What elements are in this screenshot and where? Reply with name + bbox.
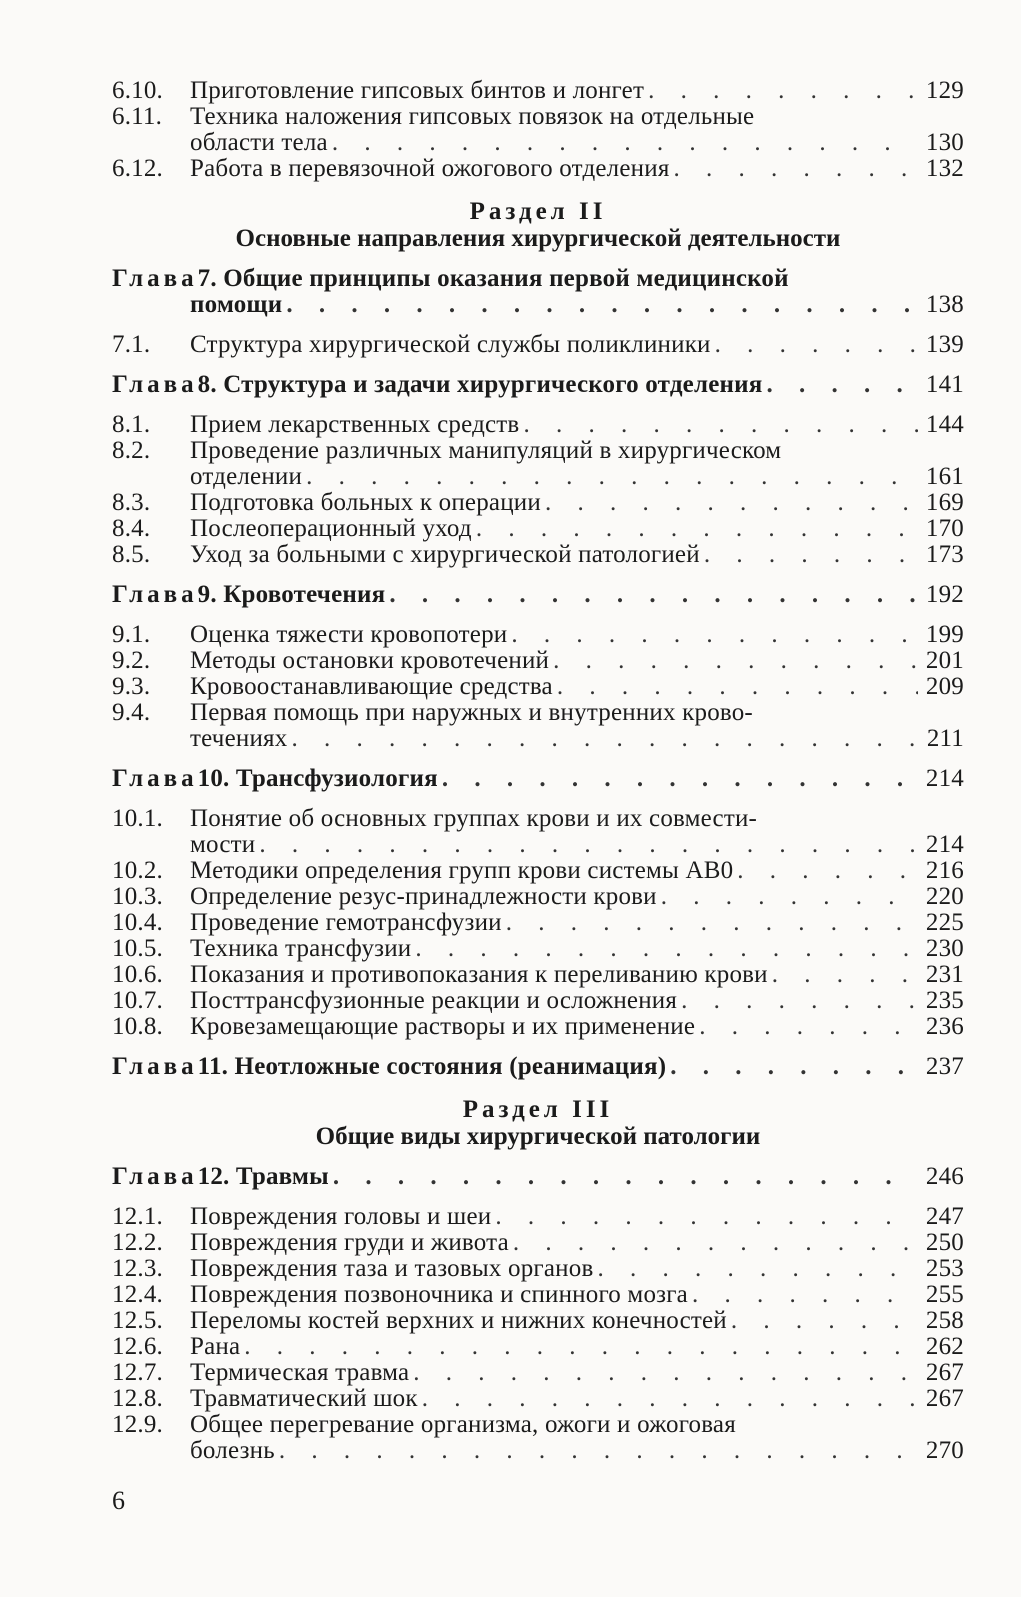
toc-entry [112, 988, 964, 1014]
toc-entry [112, 78, 964, 104]
entry-title: Общее перегревание организма, ожоги и ожоговая [190, 1411, 736, 1438]
entry-number: 9.3. [112, 673, 151, 700]
toc-entry [112, 490, 964, 516]
entry-title: Рана [190, 1333, 241, 1360]
toc-entry [112, 1256, 964, 1282]
leader-dots [674, 156, 918, 182]
toc-entry [112, 1386, 964, 1412]
entry-number: 9.1. [112, 621, 151, 648]
entry-page: 235 [925, 987, 964, 1014]
leader-dots [699, 1014, 918, 1040]
chapter-page: 237 [925, 1053, 964, 1080]
entry-page: 169 [925, 489, 964, 516]
chapter-title: 8. Структура и задачи хирургического отделения [197, 371, 763, 398]
entry-number: 10.3. [112, 883, 163, 910]
leader-dots [279, 1438, 918, 1464]
toc-entry [112, 542, 964, 568]
toc-entry [112, 674, 964, 700]
chapter-page: 192 [925, 581, 964, 608]
chapter-keyword: Глава [112, 1163, 198, 1190]
entry-title: Определение резус-принадлежности крови [190, 883, 657, 910]
chapter-title: 7. Общие принципы оказания первой медицинской [197, 265, 789, 292]
entry-title-cont: отделении [190, 463, 303, 490]
entry-title-cont: области тела [190, 129, 328, 156]
entry-page: 129 [925, 77, 964, 104]
entry-number: 12.8. [112, 1385, 163, 1412]
entry-number: 10.7. [112, 987, 163, 1014]
entry-title: Структура хирургической службы поликлиники [190, 331, 711, 358]
section-title [112, 1123, 964, 1150]
toc-entry-line [112, 1438, 964, 1464]
chapter-heading [112, 766, 964, 792]
leader-dots [737, 858, 918, 884]
toc-entry-line [112, 700, 964, 726]
toc-entry [112, 156, 964, 182]
entry-number: 8.1. [112, 411, 151, 438]
leader-dots [389, 582, 918, 608]
entry-page: 139 [925, 331, 964, 358]
leader-dots [670, 1054, 918, 1080]
toc-entry [112, 884, 964, 910]
leader-dots [476, 516, 918, 542]
entry-title: Термическая травма [190, 1359, 410, 1386]
entry-title: Повреждения таза и тазовых органов [190, 1255, 594, 1282]
entry-number: 8.2. [112, 437, 151, 464]
entry-page: 199 [925, 621, 964, 648]
entry-page: 144 [925, 411, 964, 438]
chapter-title: 12. Травмы [197, 1163, 329, 1190]
entry-number: 7.1. [112, 331, 151, 358]
leader-dots [506, 910, 918, 936]
entry-title: Повреждения позвоночника и спинного мозга [190, 1281, 688, 1308]
entry-page: 258 [925, 1307, 964, 1334]
toc-entry-line [112, 464, 964, 490]
entry-page: 247 [925, 1203, 964, 1230]
entry-page: 267 [925, 1359, 964, 1386]
chapter-title: 9. Кровотечения [197, 581, 386, 608]
entry-page: 230 [925, 935, 964, 962]
leader-dots [495, 1204, 918, 1230]
entry-number: 12.9. [112, 1411, 163, 1438]
entry-title: Понятие об основных группах крови и их совмести- [190, 805, 758, 832]
leader-dots [332, 130, 918, 156]
toc-entry [112, 910, 964, 936]
toc-entry-line [112, 806, 964, 832]
toc-entry [112, 1230, 964, 1256]
leader-dots [557, 674, 918, 700]
chapter-keyword: Глава [112, 581, 198, 608]
leader-dots [766, 372, 918, 398]
toc-entry [112, 412, 964, 438]
entry-title-cont: течениях [190, 725, 288, 752]
table-of-contents [112, 78, 964, 1464]
leader-dots [244, 1334, 918, 1360]
chapter-heading [112, 1054, 964, 1080]
section-label [112, 198, 964, 225]
entry-page: 250 [925, 1229, 964, 1256]
chapter-heading-cont [112, 292, 964, 318]
entry-number: 9.4. [112, 699, 151, 726]
entry-number: 6.12. [112, 155, 163, 182]
entry-number: 12.4. [112, 1281, 163, 1308]
toc-entry-line [112, 1412, 964, 1438]
entry-number: 10.1. [112, 805, 163, 832]
toc-entry [112, 622, 964, 648]
entry-title: Повреждения груди и живота [190, 1229, 509, 1256]
leader-dots [415, 936, 918, 962]
leader-dots [413, 1360, 918, 1386]
toc-entry [112, 1282, 964, 1308]
leader-dots [597, 1256, 918, 1282]
entry-page: 132 [925, 155, 964, 182]
leader-dots [523, 412, 918, 438]
page-number: 6 [112, 1486, 125, 1515]
entry-page: 211 [926, 725, 964, 752]
chapter-page: 138 [925, 291, 964, 318]
toc-entry [112, 1204, 964, 1230]
toc-entry [112, 1334, 964, 1360]
chapter-title: 10. Трансфузиология [197, 765, 438, 792]
entry-title: Кровезамещающие растворы и их применение [190, 1013, 696, 1040]
toc-entry [112, 858, 964, 884]
entry-number: 10.8. [112, 1013, 163, 1040]
chapter-keyword: Глава [112, 371, 198, 398]
entry-page: 236 [925, 1013, 964, 1040]
leader-dots [731, 1308, 918, 1334]
toc-entry [112, 516, 964, 542]
entry-page: 270 [925, 1437, 964, 1464]
toc-entry [112, 648, 964, 674]
leader-dots [513, 1230, 918, 1256]
entry-page: 173 [925, 541, 964, 568]
entry-number: 6.11. [112, 103, 163, 130]
entry-page: 255 [925, 1281, 964, 1308]
leader-dots [333, 1164, 918, 1190]
entry-number: 12.3. [112, 1255, 163, 1282]
entry-number: 9.2. [112, 647, 151, 674]
entry-number: 8.3. [112, 489, 151, 516]
toc-entry [112, 1360, 964, 1386]
chapter-heading [112, 1164, 964, 1190]
entry-page: 170 [925, 515, 964, 542]
entry-number: 10.5. [112, 935, 163, 962]
entry-title: Методы остановки кровотечений [190, 647, 550, 674]
entry-page: 231 [925, 961, 964, 988]
entry-page: 225 [925, 909, 964, 936]
toc-entry [112, 1308, 964, 1334]
leader-dots [648, 78, 918, 104]
entry-page: 220 [925, 883, 964, 910]
entry-title: Уход за больными с хирургической патологией [190, 541, 700, 568]
chapter-page: 246 [925, 1163, 964, 1190]
chapter-heading [112, 266, 964, 292]
chapter-title: 11. Неотложные состояния (реанимация) [197, 1053, 667, 1080]
toc-entry-line [112, 726, 964, 752]
leader-dots [286, 292, 918, 318]
entry-number: 12.6. [112, 1333, 163, 1360]
leader-dots [545, 490, 918, 516]
chapter-heading [112, 372, 964, 398]
entry-title: Послеоперационный уход [190, 515, 472, 542]
entry-page: 161 [925, 463, 964, 490]
toc-entry [112, 1014, 964, 1040]
leader-dots [511, 622, 918, 648]
chapter-page: 141 [925, 371, 964, 398]
leader-dots [681, 988, 918, 1014]
entry-title-cont: болезнь [190, 1437, 275, 1464]
chapter-title-cont: помощи [190, 291, 283, 318]
chapter-page: 214 [925, 765, 964, 792]
entry-page: 209 [925, 673, 964, 700]
section-title [112, 225, 964, 252]
toc-entry [112, 332, 964, 358]
leader-dots [422, 1386, 918, 1412]
leader-dots [442, 766, 918, 792]
entry-number: 10.4. [112, 909, 163, 936]
entry-number: 12.7. [112, 1359, 163, 1386]
entry-number: 10.2. [112, 857, 163, 884]
leader-dots [306, 464, 918, 490]
entry-number: 8.5. [112, 541, 151, 568]
toc-entry-line [112, 438, 964, 464]
entry-number: 12.2. [112, 1229, 163, 1256]
entry-title: Показания и противопоказания к переливанию крови [190, 961, 768, 988]
entry-number: 6.10. [112, 77, 163, 104]
entry-title: Подготовка больных к операции [190, 489, 541, 516]
leader-dots [704, 542, 918, 568]
toc-entry-line [112, 104, 964, 130]
entry-title: Приготовление гипсовых бинтов и лонгет [190, 77, 645, 104]
entry-title: Техника наложения гипсовых повязок на отдельные [190, 103, 755, 130]
entry-title: Повреждения головы и шеи [190, 1203, 492, 1230]
section-label-text: Раздел III [462, 1096, 614, 1123]
toc-entry [112, 962, 964, 988]
chapter-keyword: Глава [112, 265, 198, 292]
entry-title: Переломы костей верхних и нижних конечностей [190, 1307, 727, 1334]
entry-page: 130 [925, 129, 964, 156]
toc-entry-line [112, 832, 964, 858]
entry-page: 214 [925, 831, 964, 858]
section-label [112, 1096, 964, 1123]
entry-title: Проведение гемотрансфузии [190, 909, 502, 936]
leader-dots [772, 962, 918, 988]
leader-dots [715, 332, 918, 358]
entry-page: 201 [925, 647, 964, 674]
entry-title: Оценка тяжести кровопотери [190, 621, 508, 648]
leader-dots [291, 726, 918, 752]
entry-number: 8.4. [112, 515, 151, 542]
entry-page: 216 [925, 857, 964, 884]
leader-dots [259, 832, 918, 858]
toc-entry-line [112, 130, 964, 156]
entry-title: Первая помощь при наружных и внутренних крово- [190, 699, 753, 726]
entry-title: Методики определения групп крови системы AB0 [190, 857, 734, 884]
entry-title: Кровоостанавливающие средства [190, 673, 553, 700]
toc-entry [112, 936, 964, 962]
leader-dots [692, 1282, 918, 1308]
section-title-text: Основные направления хирургической деятельности [235, 225, 841, 252]
entry-title: Техника трансфузии [190, 935, 412, 962]
entry-title: Травматический шок [190, 1385, 418, 1412]
chapter-keyword: Глава [112, 1053, 198, 1080]
entry-title: Прием лекарственных средств [190, 411, 520, 438]
entry-title-cont: мости [190, 831, 256, 858]
section-label-text: Раздел II [469, 198, 607, 225]
entry-page: 267 [925, 1385, 964, 1412]
chapter-heading [112, 582, 964, 608]
entry-page: 262 [925, 1333, 964, 1360]
section-title-text: Общие виды хирургической патологии [315, 1123, 761, 1150]
entry-number: 10.6. [112, 961, 163, 988]
chapter-keyword: Глава [112, 765, 198, 792]
entry-number: 12.5. [112, 1307, 163, 1334]
entry-title: Проведение различных манипуляций в хирургическом [190, 437, 782, 464]
entry-title: Посттрансфузионные реакции и осложнения [190, 987, 678, 1014]
leader-dots [661, 884, 918, 910]
entry-page: 253 [925, 1255, 964, 1282]
entry-title: Работа в перевязочной ожогового отделения [190, 155, 670, 182]
entry-number: 12.1. [112, 1203, 163, 1230]
leader-dots [553, 648, 918, 674]
